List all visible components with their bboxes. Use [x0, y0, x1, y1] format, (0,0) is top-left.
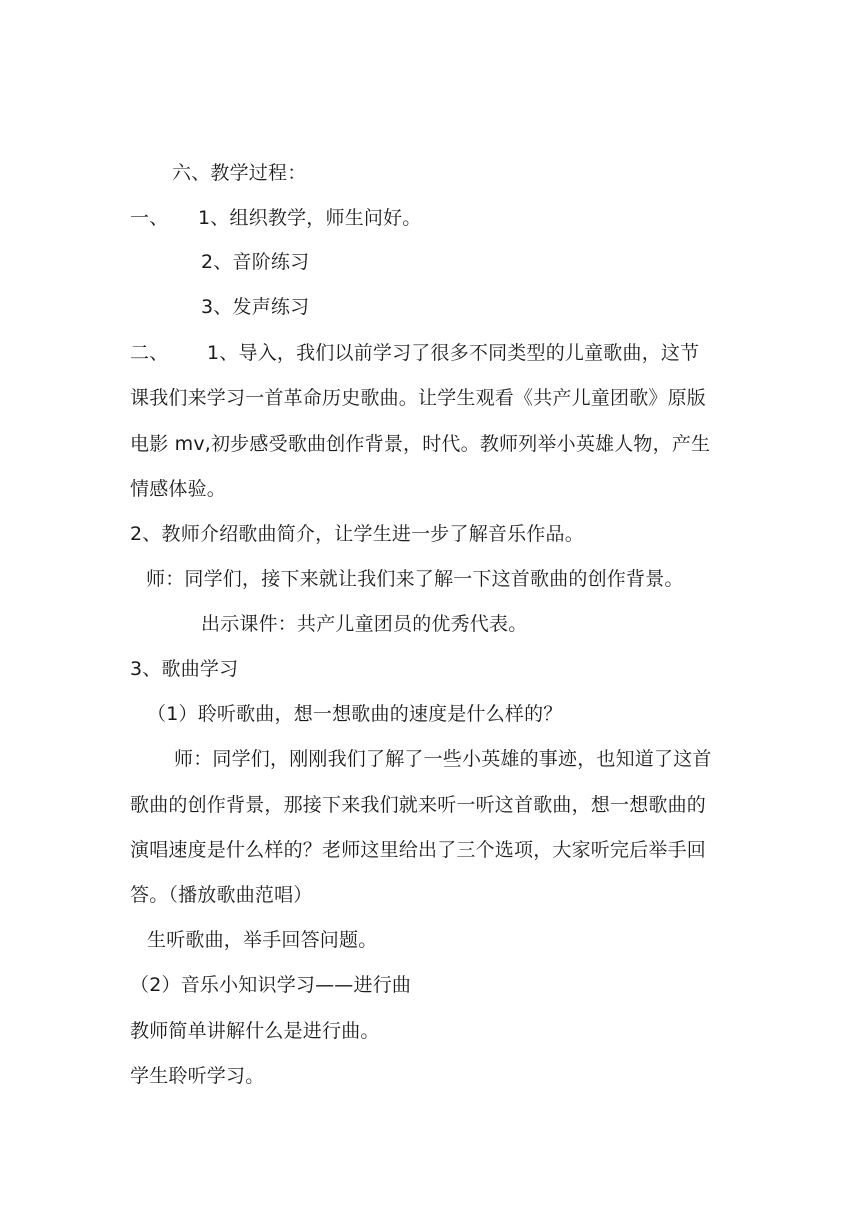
- student-response-line: 生听歌曲，举手回答问题。: [147, 929, 378, 951]
- step-one-item-2: 2、音阶练习: [201, 251, 310, 273]
- step-two-line: [130, 340, 700, 366]
- song-learning-heading: 3、歌曲学习: [130, 658, 239, 680]
- teacher-dialogue-background: 师：同学们，接下来就让我们来了解一下这首歌曲的创作背景。: [146, 568, 684, 590]
- teacher-dialogue-line-4: 答。（播放歌曲范唱）: [130, 884, 313, 906]
- step-two-intro-line-2: 课我们来学习一首革命历史歌曲。让学生观看《共产儿童团歌》原版: [130, 387, 707, 409]
- step-two-marker: 二、: [130, 342, 169, 364]
- courseware-display-line: 出示课件：共产儿童团员的优秀代表。: [201, 613, 528, 635]
- step-one-item-3: 3、发声练习: [201, 296, 310, 318]
- song-introduction-line: 2、教师介绍歌曲简介，让学生进一步了解音乐作品。: [130, 523, 584, 545]
- teacher-dialogue-line-2: 歌曲的创作背景，那接下来我们就来听一听这首歌曲，想一想歌曲的: [130, 794, 707, 816]
- teacher-dialogue-line-1: 师：同学们，刚刚我们了解了一些小英雄的事迹，也知道了这首: [174, 748, 712, 770]
- step-one-item-1: 1、组织教学，师生问好。: [198, 207, 422, 229]
- music-knowledge-heading: （2）音乐小知识学习——进行曲: [130, 974, 412, 996]
- step-one-line: [130, 205, 422, 231]
- listening-question-line: （1）聆听歌曲，想一想歌曲的速度是什么样的？: [147, 703, 563, 725]
- teacher-explanation-line: 教师简单讲解什么是进行曲。: [130, 1020, 380, 1042]
- student-learning-line: 学生聆听学习。: [130, 1065, 265, 1087]
- step-one-marker: 一、: [130, 207, 169, 229]
- step-two-intro-line-3: 电影 mv,初步感受歌曲创作背景，时代。教师列举小英雄人物，产生: [130, 433, 711, 455]
- teacher-dialogue-line-3: 演唱速度是什么样的？老师这里给出了三个选项，大家听完后举手回: [130, 839, 707, 861]
- section-heading-teaching-process: 六、教学过程：: [172, 162, 307, 184]
- step-two-intro-line-4: 情感体验。: [130, 478, 227, 500]
- step-two-intro-line-1: 1、导入，我们以前学习了很多不同类型的儿童歌曲，这节: [207, 342, 700, 364]
